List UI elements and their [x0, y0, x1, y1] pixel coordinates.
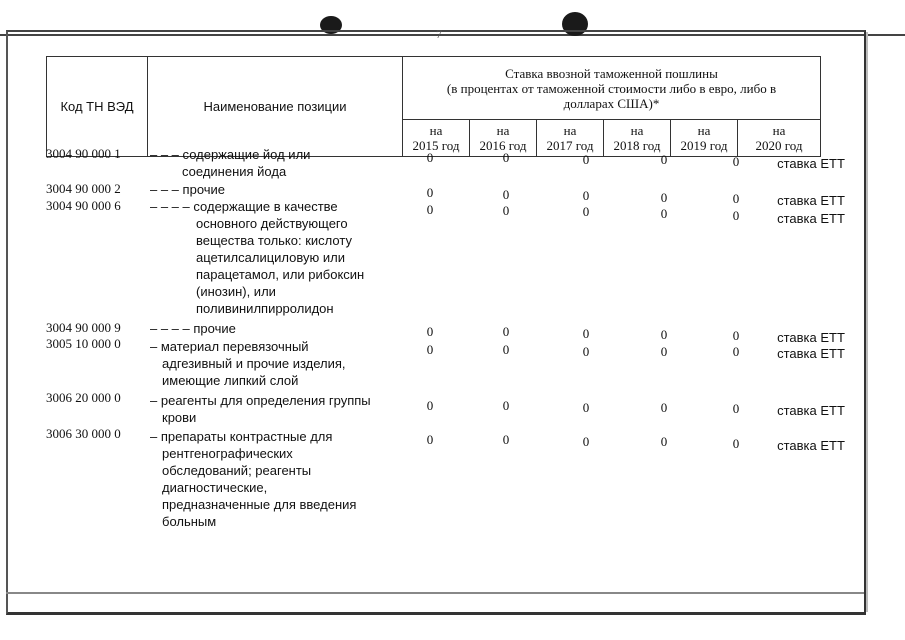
header-year: на 2017 год — [537, 120, 604, 157]
page-number: 7 — [436, 27, 442, 41]
header-rate-line: долларах США)* — [563, 95, 660, 111]
rate-value: 0 — [582, 152, 590, 167]
header-year: на 2019 год — [671, 120, 738, 157]
rate-value: 0 — [426, 185, 434, 200]
row-description: – – – – прочие — [150, 321, 236, 336]
rate-ett: ставка ЕТТ — [777, 346, 845, 361]
rate-ett: ставка ЕТТ — [777, 438, 845, 453]
row-code: 3004 90 000 9 — [46, 320, 121, 335]
rate-value: 0 — [582, 188, 590, 203]
rate-ett: ставка ЕТТ — [777, 330, 845, 345]
header-year: на 2016 год — [470, 120, 537, 157]
header-rate — [403, 57, 821, 120]
header-rate-line: Ставка ввозной таможенной пошлины — [505, 65, 718, 81]
row-description: – – – содержащие йод или соединения йода — [150, 147, 311, 179]
rate-ett: ставка ЕТТ — [777, 193, 845, 208]
rate-value: 0 — [502, 398, 510, 413]
rate-value: 0 — [732, 208, 740, 223]
rate-value: 0 — [502, 150, 510, 165]
rate-value: 0 — [660, 327, 668, 342]
rate-value: 0 — [502, 203, 510, 218]
rate-value: 0 — [660, 400, 668, 415]
rate-ett: ставка ЕТТ — [777, 156, 845, 171]
rate-ett: ставка ЕТТ — [777, 403, 845, 418]
rate-value: 0 — [582, 326, 590, 341]
header-name: Наименование позиции — [148, 57, 403, 157]
header-year: на 2018 год — [604, 120, 671, 157]
header-rate-line: (в процентах от таможенной стоимости либо в евро, либо в — [446, 80, 777, 96]
rate-value: 0 — [582, 434, 590, 449]
rate-value: 0 — [732, 328, 740, 343]
rate-value: 0 — [582, 400, 590, 415]
row-code: 3005 10 000 0 — [46, 336, 121, 351]
rate-value: 0 — [582, 344, 590, 359]
row-code: 3004 90 000 6 — [46, 198, 121, 213]
rate-value: 0 — [732, 436, 740, 451]
rate-value: 0 — [660, 206, 668, 221]
rate-value: 0 — [732, 344, 740, 359]
row-description: – препараты контрастные для рентгенографических обследований; реагенты диагностические, предназначенные для введения больным — [150, 429, 357, 529]
rate-value: 0 — [660, 190, 668, 205]
row-description: – материал перевязочный адгезивный и прочие изделия, имеющие липкий слой — [150, 339, 346, 388]
rate-value: 0 — [426, 324, 434, 339]
rate-ett: ставка ЕТТ — [777, 211, 845, 226]
rate-value: 0 — [426, 432, 434, 447]
row-description: – реагенты для определения группы крови — [150, 393, 371, 425]
rate-value: 0 — [732, 154, 740, 169]
page-edge — [6, 592, 864, 594]
rate-value: 0 — [732, 401, 740, 416]
rate-value: 0 — [582, 204, 590, 219]
rate-value: 0 — [426, 202, 434, 217]
rate-value: 0 — [502, 324, 510, 339]
rate-value: 0 — [426, 150, 434, 165]
rate-value: 0 — [502, 187, 510, 202]
rate-value: 0 — [426, 342, 434, 357]
rate-value: 0 — [732, 191, 740, 206]
header-year: на 2015 год — [403, 120, 470, 157]
row-description: – – – – содержащие в качестве основного действующего вещества только: кислоту ацетилсалициловую или парацетамол, или рибоксин (инозин), или поливинилпирролидон — [150, 199, 365, 316]
row-code: 3004 90 000 1 — [46, 146, 121, 161]
tariff-table-header — [46, 56, 821, 157]
row-description: – – – прочие — [150, 182, 226, 197]
header-year: на 2020 год — [738, 120, 821, 157]
row-code: 3006 30 000 0 — [46, 426, 121, 441]
header-code: Код ТН ВЭД — [47, 57, 148, 157]
rate-value: 0 — [660, 434, 668, 449]
rate-value: 0 — [426, 398, 434, 413]
tariff-table-body — [46, 146, 876, 546]
rate-value: 0 — [502, 432, 510, 447]
rate-value: 0 — [660, 152, 668, 167]
row-code: 3006 20 000 0 — [46, 390, 121, 405]
rate-value: 0 — [660, 344, 668, 359]
row-code: 3004 90 000 2 — [46, 181, 121, 196]
rate-value: 0 — [502, 342, 510, 357]
